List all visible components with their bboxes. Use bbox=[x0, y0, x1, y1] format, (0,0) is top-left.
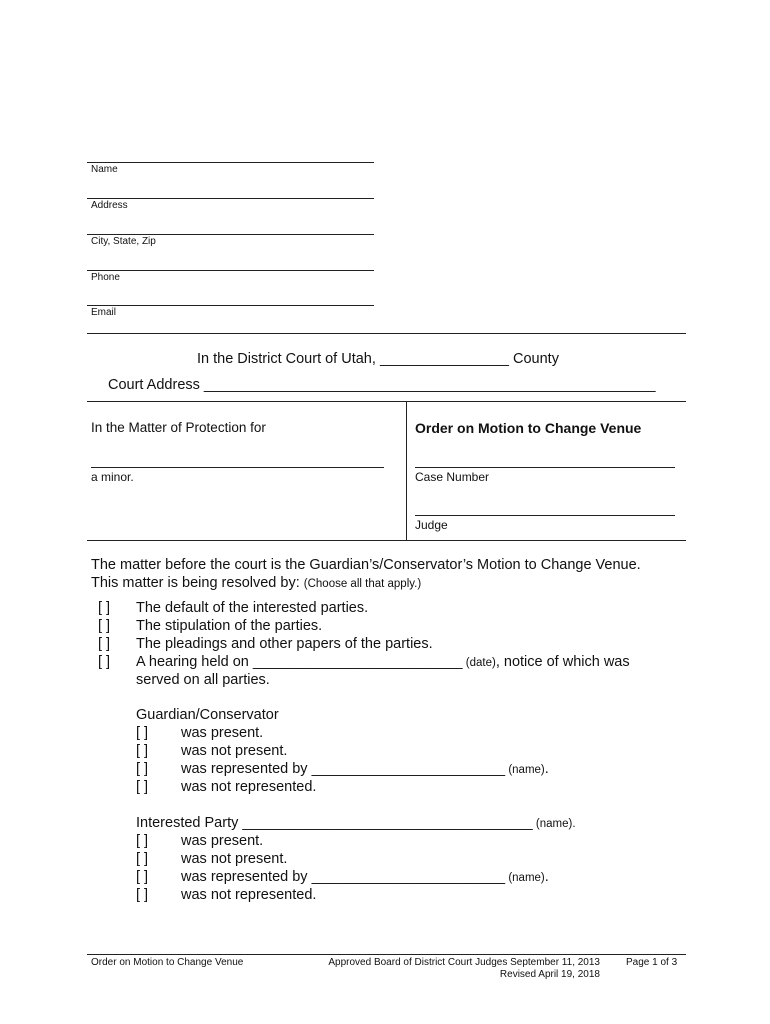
resolution-checkbox-2[interactable]: [ ] bbox=[98, 618, 111, 634]
resolution-checkbox-3[interactable]: [ ] bbox=[98, 636, 111, 652]
court-top-rule bbox=[87, 333, 686, 334]
interested-checkbox-1[interactable]: [ ] bbox=[136, 833, 149, 849]
interested-represented-prefix: was represented by bbox=[181, 869, 312, 885]
interested-present: was present. bbox=[181, 833, 264, 849]
guardian-represented bbox=[181, 761, 549, 777]
interested-not-represented: was not represented. bbox=[181, 887, 317, 903]
interested-not-present: was not present. bbox=[181, 851, 288, 867]
resolution-checkbox-1[interactable]: [ ] bbox=[98, 600, 111, 616]
name-line[interactable] bbox=[87, 162, 374, 163]
city-state-zip-label: City, State, Zip bbox=[91, 236, 156, 247]
guardian-representative-blank[interactable]: ________________________ bbox=[311, 761, 506, 777]
matter-label: In the Matter of Protection for bbox=[91, 420, 266, 435]
interested-represented bbox=[181, 869, 549, 885]
footer-approval bbox=[300, 957, 600, 981]
city-state-zip-line[interactable] bbox=[87, 234, 374, 235]
interested-name-note: (name) bbox=[505, 872, 545, 884]
choose-all-note: (Choose all that apply.) bbox=[303, 578, 422, 590]
resolution-checkbox-4[interactable]: [ ] bbox=[98, 654, 111, 670]
hearing-suffix: , notice of which was bbox=[495, 654, 630, 670]
guardian-not-represented: was not represented. bbox=[181, 779, 317, 795]
phone-label: Phone bbox=[91, 272, 120, 283]
court-address-label: Court Address bbox=[108, 377, 204, 393]
guardian-checkbox-3[interactable]: [ ] bbox=[136, 761, 149, 777]
name-label: Name bbox=[91, 164, 118, 175]
footer-approval-line-2: Revised April 19, 2018 bbox=[499, 969, 600, 980]
judge-label: Judge bbox=[415, 518, 448, 532]
resolution-option-stipulation: The stipulation of the parties. bbox=[136, 618, 323, 634]
court-address-blank[interactable]: ________________________________________________________ bbox=[203, 377, 656, 393]
phone-line[interactable] bbox=[87, 270, 374, 271]
interested-represented-suffix: . bbox=[544, 869, 549, 885]
minor-label: a minor. bbox=[91, 470, 134, 484]
court-heading-suffix: County bbox=[508, 351, 559, 367]
interested-party-name-note: (name). bbox=[532, 818, 576, 830]
order-title: Order on Motion to Change Venue bbox=[415, 420, 642, 436]
court-heading-prefix: In the District Court of Utah, bbox=[197, 351, 380, 367]
resolution-option-hearing-line-2: served on all parties. bbox=[136, 672, 270, 688]
court-heading bbox=[197, 351, 559, 367]
email-label: Email bbox=[91, 307, 117, 318]
hearing-date-note: (date) bbox=[462, 657, 496, 669]
guardian-name-note: (name) bbox=[505, 764, 545, 776]
footer-rule bbox=[87, 954, 686, 955]
county-blank[interactable]: ________________ bbox=[379, 351, 509, 367]
interested-checkbox-3[interactable]: [ ] bbox=[136, 869, 149, 885]
footer-form-title: Order on Motion to Change Venue bbox=[91, 957, 244, 968]
email-line[interactable] bbox=[87, 305, 374, 306]
guardian-checkbox-2[interactable]: [ ] bbox=[136, 743, 149, 759]
court-address bbox=[108, 377, 656, 393]
hearing-date-blank[interactable]: __________________________ bbox=[252, 654, 463, 670]
case-number-label: Case Number bbox=[415, 470, 490, 484]
intro-line-1: The matter before the court is the Guardian’s/Conservator’s Motion to Change Venue. bbox=[91, 557, 641, 573]
footer-approval-line-1: Approved Board of District Court Judges September 11, 2013 bbox=[328, 957, 600, 968]
caption-bottom-rule bbox=[87, 540, 686, 541]
guardian-represented-prefix: was represented by bbox=[181, 761, 312, 777]
caption-divider bbox=[406, 401, 407, 540]
resolution-option-hearing bbox=[136, 654, 630, 670]
interested-party-heading bbox=[136, 815, 576, 831]
guardian-checkbox-1[interactable]: [ ] bbox=[136, 725, 149, 741]
judge-blank[interactable] bbox=[415, 515, 675, 516]
footer-page-number: Page 1 of 3 bbox=[626, 957, 678, 968]
matter-blank[interactable] bbox=[91, 467, 384, 468]
guardian-heading: Guardian/Conservator bbox=[136, 707, 279, 723]
interested-checkbox-2[interactable]: [ ] bbox=[136, 851, 149, 867]
guardian-present: was present. bbox=[181, 725, 264, 741]
case-number-blank[interactable] bbox=[415, 467, 675, 468]
intro-line-2-main: This matter is being resolved by: bbox=[91, 575, 304, 591]
caption-top-rule bbox=[87, 401, 686, 402]
interested-party-name-blank[interactable]: ____________________________________ bbox=[242, 815, 533, 831]
interested-checkbox-4[interactable]: [ ] bbox=[136, 887, 149, 903]
guardian-represented-suffix: . bbox=[544, 761, 549, 777]
intro-line-2 bbox=[91, 575, 421, 591]
resolution-option-default: The default of the interested parties. bbox=[136, 600, 369, 616]
address-label: Address bbox=[91, 200, 128, 211]
address-line[interactable] bbox=[87, 198, 374, 199]
hearing-prefix: A hearing held on bbox=[136, 654, 253, 670]
interested-representative-blank[interactable]: ________________________ bbox=[311, 869, 506, 885]
guardian-not-present: was not present. bbox=[181, 743, 288, 759]
guardian-checkbox-4[interactable]: [ ] bbox=[136, 779, 149, 795]
resolution-option-pleadings: The pleadings and other papers of the parties. bbox=[136, 636, 433, 652]
interested-party-label: Interested Party bbox=[136, 815, 243, 831]
